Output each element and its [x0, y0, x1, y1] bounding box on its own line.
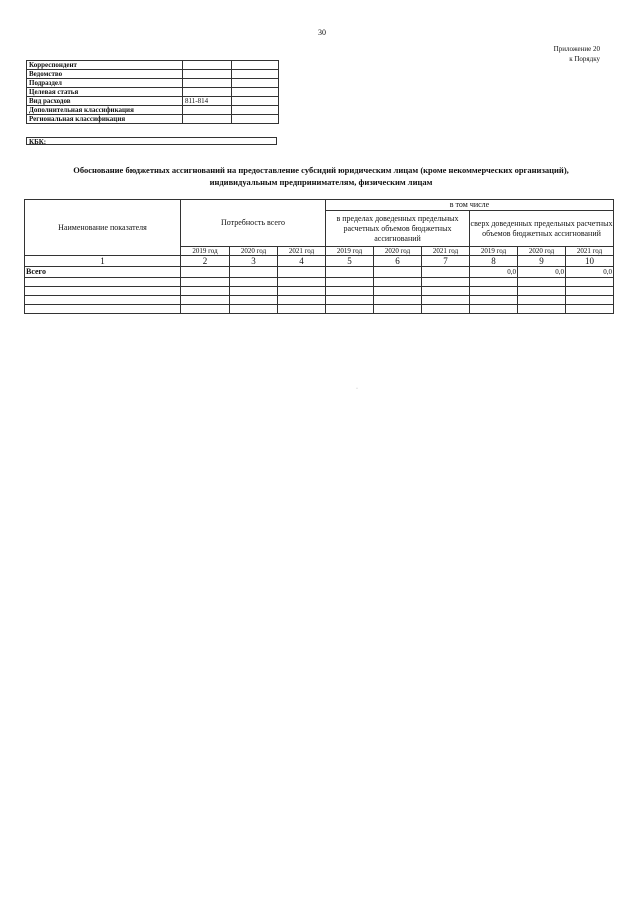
total-value [326, 267, 374, 278]
year-cell: 2021 год [566, 247, 614, 256]
appendix-line-1: Приложение 20 [553, 45, 600, 53]
column-number: 10 [566, 256, 614, 267]
total-value: 0,0 [518, 267, 566, 278]
classifier-label: Подраздел [27, 79, 183, 88]
table-row [25, 278, 614, 287]
year-cell: 2019 год [181, 247, 230, 256]
classifier-value [183, 115, 232, 124]
year-cell: 2021 год [278, 247, 326, 256]
total-value [422, 267, 470, 278]
classifier-value [183, 88, 232, 97]
appendix-line-2: к Порядку [569, 55, 600, 63]
classifier-value [183, 106, 232, 115]
total-value [230, 267, 278, 278]
table-row [25, 305, 614, 314]
column-number: 9 [518, 256, 566, 267]
classifier-label: Ведомство [27, 70, 183, 79]
appendix-note [540, 44, 600, 64]
column-number: 1 [25, 256, 181, 267]
column-number: 8 [470, 256, 518, 267]
classifier-extra [232, 106, 279, 115]
total-row [25, 267, 614, 278]
scan-speck: · [356, 386, 358, 392]
col-header-name: Наименование показателя [25, 200, 181, 256]
classifier-row [27, 106, 279, 115]
total-value [374, 267, 422, 278]
classifier-row [27, 88, 279, 97]
table-row [25, 296, 614, 305]
classifier-label: Корреспондент [27, 61, 183, 70]
total-label: Всего [25, 267, 181, 278]
classifier-row [27, 97, 279, 106]
classifier-label: Региональная классификация [27, 115, 183, 124]
col-header-above: сверх доведенных предельных расчетных объемов бюджетных ассигнований [470, 211, 614, 247]
page-number: 30 [318, 28, 326, 37]
classifier-extra [232, 97, 279, 106]
kbk-field: КБК: [26, 137, 277, 145]
classifier-label: Целевая статья [27, 88, 183, 97]
classifier-label: Вид расходов [27, 97, 183, 106]
classifier-table [26, 60, 279, 124]
column-numbers-row [25, 256, 614, 267]
classifier-value [183, 61, 232, 70]
column-number: 5 [326, 256, 374, 267]
classifier-row [27, 61, 279, 70]
classifier-value [183, 79, 232, 88]
year-cell: 2020 год [374, 247, 422, 256]
header-row [25, 200, 614, 211]
column-number: 7 [422, 256, 470, 267]
total-value [278, 267, 326, 278]
year-cell: 2019 год [470, 247, 518, 256]
classifier-row [27, 79, 279, 88]
year-cell: 2021 год [422, 247, 470, 256]
col-header-need: Потребность всего [181, 200, 326, 247]
col-header-including: в том числе [326, 200, 614, 211]
title-line-1: Обоснование бюджетных ассигнований на предоставление субсидий юридическим лицам (кроме некоммерческих организаций), [73, 165, 569, 175]
table-row [25, 287, 614, 296]
year-cell: 2020 год [230, 247, 278, 256]
column-number: 6 [374, 256, 422, 267]
total-value: 0,0 [566, 267, 614, 278]
classifier-value [183, 70, 232, 79]
classifier-row [27, 70, 279, 79]
column-number: 4 [278, 256, 326, 267]
total-value [181, 267, 230, 278]
classifier-extra [232, 115, 279, 124]
column-number: 3 [230, 256, 278, 267]
classifier-extra [232, 79, 279, 88]
document-title [26, 164, 616, 188]
classifier-extra [232, 61, 279, 70]
classifier-extra [232, 70, 279, 79]
year-cell: 2019 год [326, 247, 374, 256]
total-value: 0,0 [470, 267, 518, 278]
column-number: 2 [181, 256, 230, 267]
col-header-within: в пределах доведенных предельных расчетных объемов бюджетных ассигнований [326, 211, 470, 247]
classifier-value: 811-814 [183, 97, 232, 106]
justification-table [24, 199, 614, 314]
classifier-extra [232, 88, 279, 97]
year-cell: 2020 год [518, 247, 566, 256]
title-line-2: индивидуальным предпринимателям, физическим лицам [209, 177, 433, 187]
classifier-row [27, 115, 279, 124]
classifier-label: Дополнительная классификация [27, 106, 183, 115]
